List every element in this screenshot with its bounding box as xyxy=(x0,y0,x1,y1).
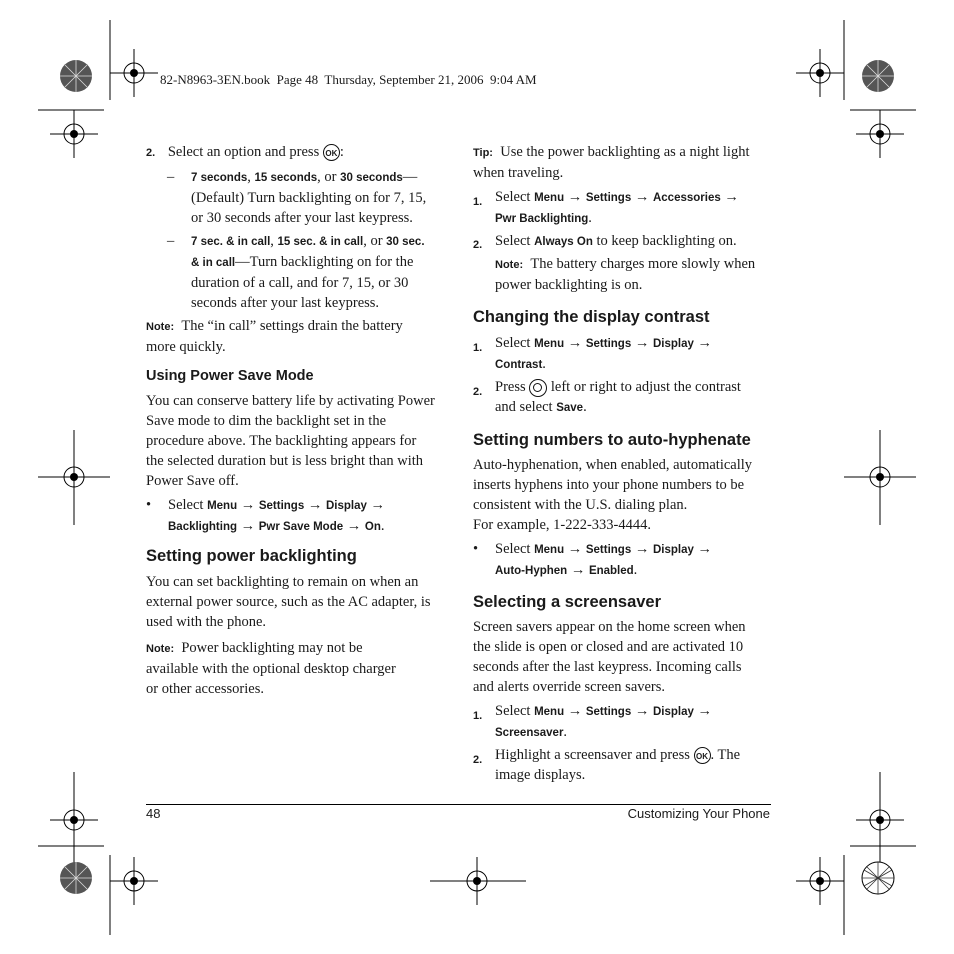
option-seconds: 7 seconds, 15 seconds, or 30 seconds— (Default) Turn backlighting on for 7, 15, or 30 seconds after your last keypress. xyxy=(191,169,427,226)
tip-night-light: Tip: Use the power backlighting as a night light when traveling. xyxy=(473,144,750,181)
pwr-backlighting-path: Select Menu → Settings → Accessories → Pwr Backlighting. xyxy=(495,189,739,226)
footer-rule xyxy=(146,804,771,805)
bullet: • xyxy=(146,497,152,513)
option-in-call: 7 sec. & in call, 15 sec. & in call, or 30 sec. & in call—Turn backlighting on for the duration of a call, and for 7, 15, or 30 seconds after your last keypress. xyxy=(191,233,425,311)
note-battery: Note: The battery charges more slowly when power backlighting is on. xyxy=(495,256,756,293)
page-number: 48 xyxy=(146,806,161,821)
power-backlighting-paragraph: You can set backlighting to remain on when an external power source, such as the AC adapter, is used with the phone. xyxy=(146,574,431,630)
contrast-adjust-step: Press left or right to adjust the contrast and select Save. xyxy=(495,379,741,415)
screensaver-paragraph: Screen savers appear on the home screen when the slide is open or closed and are activated 10 seconds after the last keypress. Incoming calls and alerts override screen savers. xyxy=(473,619,746,695)
heading-power-backlighting: Setting power backlighting xyxy=(146,547,357,565)
section-title: Customizing Your Phone xyxy=(627,806,770,821)
power-save-paragraph: You can conserve battery life by activating Power Save mode to dim the backlight set in the procedure above. The backlighting appears for the selected duration but is less bright than with Power Save off. xyxy=(146,393,435,489)
dash-marker: – xyxy=(167,169,175,185)
step-2: 2. Select an option and press OK : xyxy=(146,144,344,160)
screensaver-highlight-step: Highlight a screensaver and press OK . The image displays. xyxy=(495,747,741,783)
step-1: 1. xyxy=(473,196,483,208)
heading-power-save: Using Power Save Mode xyxy=(146,368,314,384)
contrast-path: Select Menu → Settings → Display → Contrast. xyxy=(495,335,713,372)
ok-key-icon: OK xyxy=(323,144,340,161)
heading-contrast: Changing the display contrast xyxy=(473,308,710,326)
auto-hyphenate-paragraph: Auto-hyphenation, when enabled, automatically inserts hyphens into your phone numbers to be consistent with the U.S. dialing plan. For example, 1-222-333-4444. xyxy=(473,457,753,533)
step-2: 2. xyxy=(473,754,483,766)
auto-hyphen-path: Select Menu → Settings → Display → Auto-Hyphen → Enabled. xyxy=(495,541,713,578)
navigation-key-icon xyxy=(529,379,547,397)
step-1: 1. xyxy=(473,342,483,354)
step-1: 1. xyxy=(473,710,483,722)
note-in-call: Note: The “in call” settings drain the battery more quickly. xyxy=(146,318,403,355)
step-2: 2. xyxy=(473,239,483,251)
bullet: • xyxy=(473,541,479,557)
power-save-path: Select Menu → Settings → Display → Backlighting → Pwr Save Mode → On. xyxy=(168,497,386,534)
ok-key-icon: OK xyxy=(694,747,711,764)
heading-auto-hyphenate: Setting numbers to auto-hyphenate xyxy=(473,431,751,449)
dash-marker: – xyxy=(167,233,175,249)
print-header xyxy=(160,70,537,90)
always-on-step: Select Always On to keep backlighting on. xyxy=(495,233,737,249)
note-power-backlighting: Note: Power backlighting may not be available with the optional desktop charger or other accessories. xyxy=(146,640,396,697)
step-2: 2. xyxy=(473,386,483,398)
heading-screensaver: Selecting a screensaver xyxy=(473,593,662,611)
file-info: 82-N8963-3EN.book Page 48 Thursday, September 21, 2006 9:04 AM xyxy=(160,72,537,87)
screensaver-path: Select Menu → Settings → Display → Screensaver. xyxy=(495,703,713,740)
